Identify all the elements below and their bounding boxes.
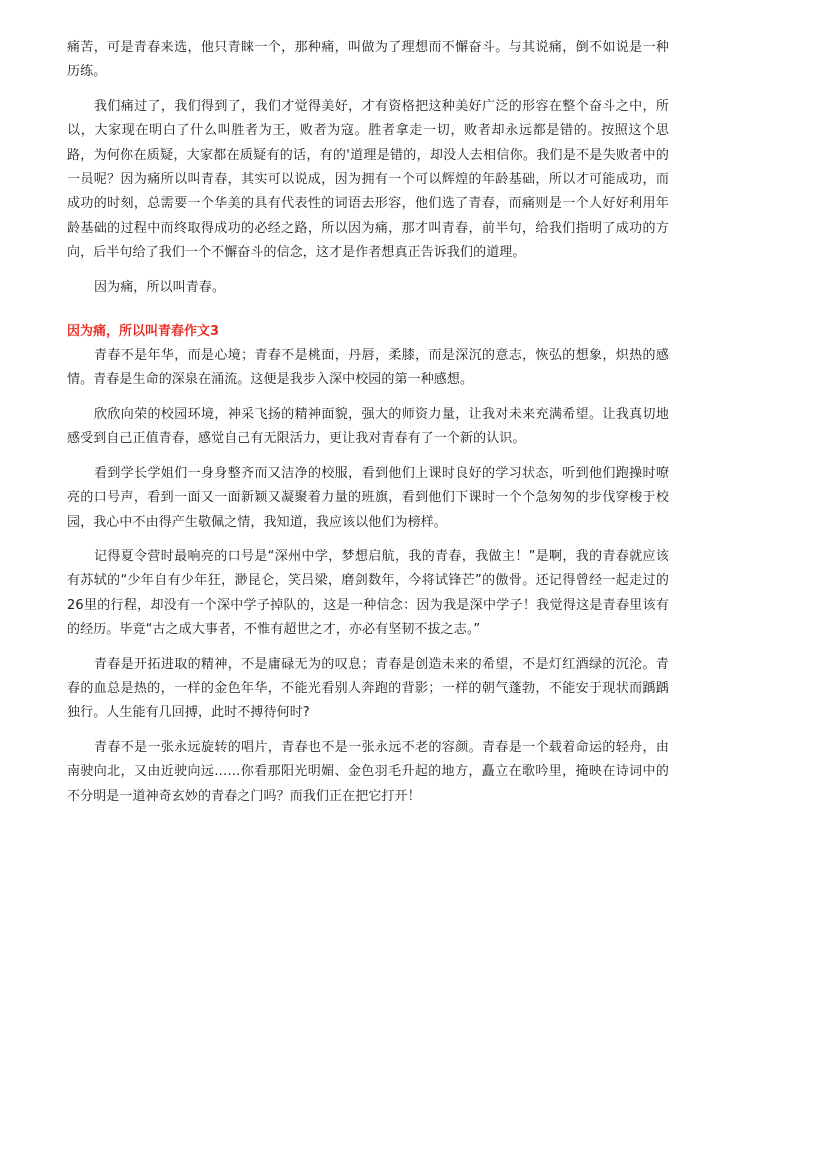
paragraph: 我们痛过了，我们得到了，我们才觉得美好，才有资格把这种美好广泛的形容在整个奋斗之中，所以，大家现在明白了什么叫胜者为王，败者为寇。胜者拿走一切，败者却永远都是错的。按照这个思路，为何你在质疑，大家都在质疑有的话，有的'道理是错的，却没人去相信你。我们是不是失败者中的一员呢？因为痛所以叫青春，其实可以说成，因为拥有一个可以辉煌的年龄基础，所以才可能成功，而成功的时刻，总需要一个华美的具有代表性的词语去形容，他们选了青春，而痛则是一个人好好利用年龄基础的过程中而终取得成功的必经之路，所以因为痛，那才叫青春，前半句，给我们指明了成功的方向，后半句给了我们一个不懈奋斗的信念，这才是作者想真正告诉我们的道理。 [67,98,669,261]
paragraph: 看到学长学姐们一身身整齐而又洁净的校服，看到他们上课时良好的学习状态，听到他们跑操时嘹亮的口号声，看到一面又一面新颖又凝聚着力量的班旗，看到他们下课时一个个急匆匆的步伐穿梭于校园，我心中不由得产生敬佩之情，我知道，我应该以他们为榜样。 [67,465,669,530]
section-heading: 因为痛，所以叫青春作文3 [67,324,220,340]
document-page [67,36,669,819]
paragraph: 青春不是年华，而是心境；青春不是桃面，丹唇，柔膝，而是深沉的意志，恢弘的想象，炽热的感情。青春是生命的深泉在涌流。这便是我步入深中校园的第一种感想。 [67,348,669,388]
paragraph: 青春是开拓进取的精神，不是庸碌无为的叹息；青春是创造未来的希望，不是灯红酒绿的沉沦。青春的血总是热的，一样的金色年华，不能光看别人奔跑的背影；一样的朝气蓬勃，不能安于现状而踽踽独行。人生能有几回搏，此时不搏待何时? [67,656,669,721]
paragraph: 痛苦，可是青春来选，他只青睐一个，那种痛，叫做为了理想而不懈奋斗。与其说痛，倒不如说是一种历练。 [67,40,669,80]
paragraph: 青春不是一张永远旋转的唱片，青春也不是一张永远不老的容颜。青春是一个载着命运的轻舟，由南驶向北，又由近驶向远……你看那阳光明媚、金色羽毛升起的地方，矗立在歌吟里，掩映在诗词中的不分明是一道神奇玄妙的青春之门吗？而我们正在把它打开！ [67,739,669,804]
paragraph: 因为痛，所以叫青春。 [94,279,226,295]
paragraph: 记得夏令营时最响亮的口号是“深州中学，梦想启航，我的青春，我做主！”是啊，我的青春就应该有苏轼的“少年自有少年狂，渺昆仑，笑吕梁，磨剑数年，今将试锋芒”的傲骨。还记得曾经一起走过的26里的行程，却没有一个深中学子掉队的，这是一种信念：因为我是深中学子！我觉得这是青春里该有的经历。毕竟“古之成大事者，不惟有超世之才，亦必有坚韧不拔之志。” [67,548,669,638]
paragraph: 欣欣向荣的校园环境，神采飞扬的精神面貌，强大的师资力量，让我对未来充满希望。让我真切地感受到自己正值青春，感觉自己有无限活力，更让我对青春有了一个新的认识。 [67,406,669,447]
